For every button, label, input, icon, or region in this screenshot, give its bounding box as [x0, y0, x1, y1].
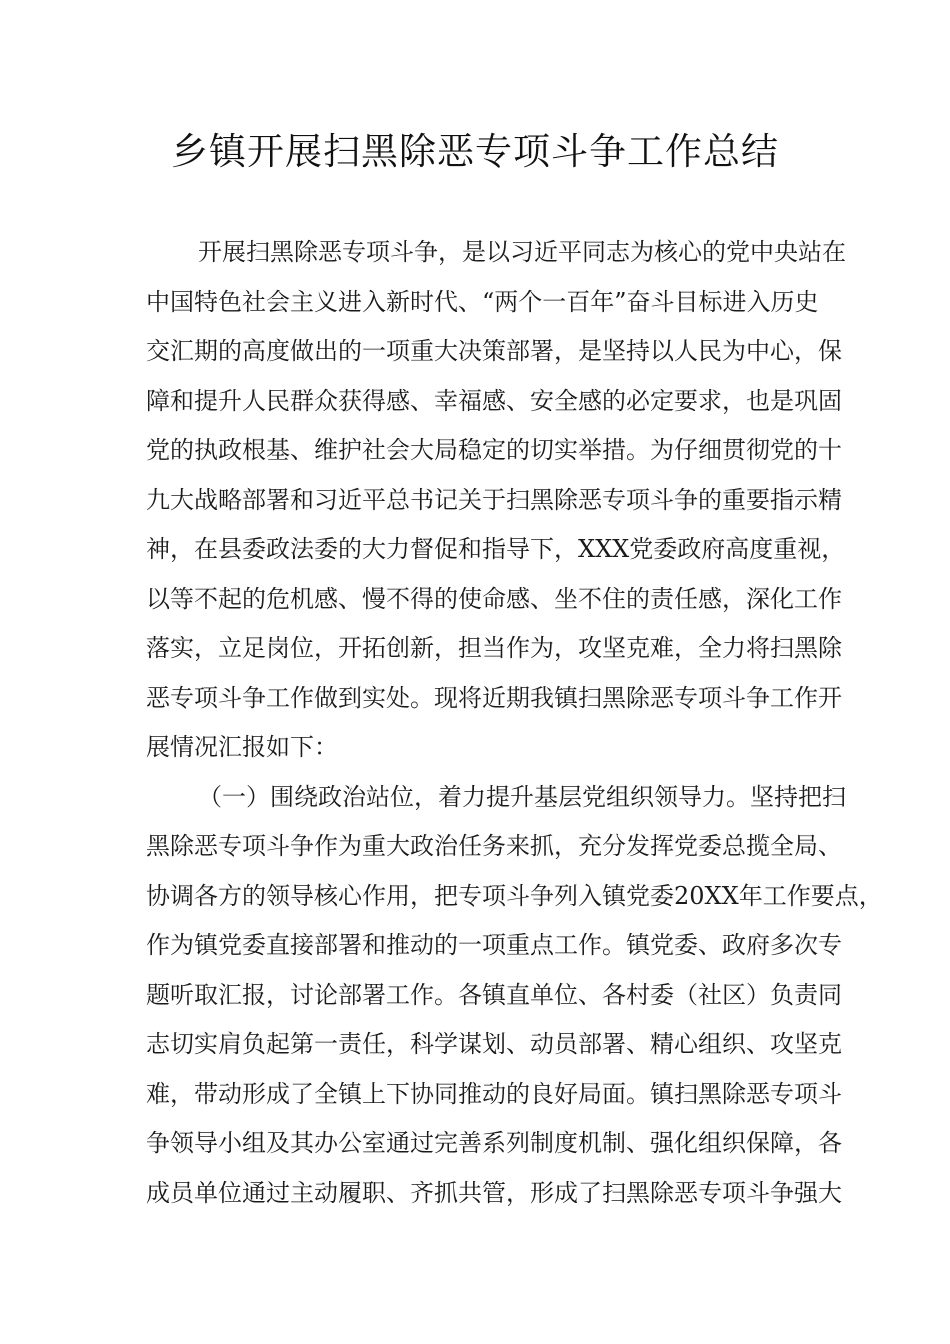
paragraph-line: 恶专项斗争工作做到实处。现将近期我镇扫黑除恶专项斗争工作开 — [146, 683, 842, 712]
paragraph-line: 黑除恶专项斗争作为重大政治任务来抓，充分发挥党委总揽全局、 — [146, 832, 842, 860]
paragraph-line: 题听取汇报，讨论部署工作。各镇直单位、各村委（社区）负责同 — [146, 980, 842, 1009]
paragraph-line: 障和提升人民群众获得感、幸福感、安全感的必定要求，也是巩固 — [146, 386, 842, 415]
paragraph-line: （一）围绕政治站位，着力提升基层党组织领导力。坚持把扫 — [198, 782, 846, 811]
paragraph-line: 难，带动形成了全镇上下协同推动的良好局面。镇扫黑除恶专项斗 — [146, 1079, 842, 1108]
paragraph-line: 党的执政根基、维护社会大局稳定的切实举措。为仔细贯彻党的十 — [146, 436, 842, 464]
paragraph-line: 神，在县委政法委的大力督促和指导下，XXX党委政府高度重视， — [146, 535, 846, 563]
paragraph-line: 成员单位通过主动履职、齐抓共管，形成了扫黑除恶专项斗争强大 — [146, 1178, 842, 1207]
document-body — [146, 228, 883, 1218]
paragraph-line: 以等不起的危机感、慢不得的使命感、坐不住的责任感，深化工作 — [146, 584, 842, 613]
paragraph-line: 九大战略部署和习近平总书记关于扫黑除恶专项斗争的重要指示精 — [146, 485, 842, 514]
paragraph-line: 展情况汇报如下： — [146, 733, 338, 761]
paragraph-line: 作为镇党委直接部署和推动的一项重点工作。镇党委、政府多次专 — [146, 931, 842, 959]
paragraph-line: 志切实肩负起第一责任，科学谋划、动员部署、精心组织、攻坚克 — [146, 1030, 842, 1058]
paragraph-line: 争领导小组及其办公室通过完善系列制度机制、强化组织保障，各 — [146, 1129, 842, 1157]
paragraph-line: 协调各方的领导核心作用，把专项斗争列入镇党委20XX年工作要点， — [146, 881, 883, 910]
paragraph-line: 交汇期的高度做出的一项重大决策部署，是坚持以人民为中心，保 — [146, 337, 842, 365]
document-title: 乡镇开展扫黑除恶专项斗争工作总结 — [171, 130, 779, 173]
paragraph-line: 中国特色社会主义进入新时代、“两个一百年”奋斗目标进入历史 — [146, 287, 819, 316]
paragraph-line: 落实，立足岗位，开拓创新，担当作为，攻坚克难，全力将扫黑除 — [146, 634, 842, 662]
paragraph-line: 开展扫黑除恶专项斗争，是以习近平同志为核心的党中央站在 — [198, 238, 846, 266]
